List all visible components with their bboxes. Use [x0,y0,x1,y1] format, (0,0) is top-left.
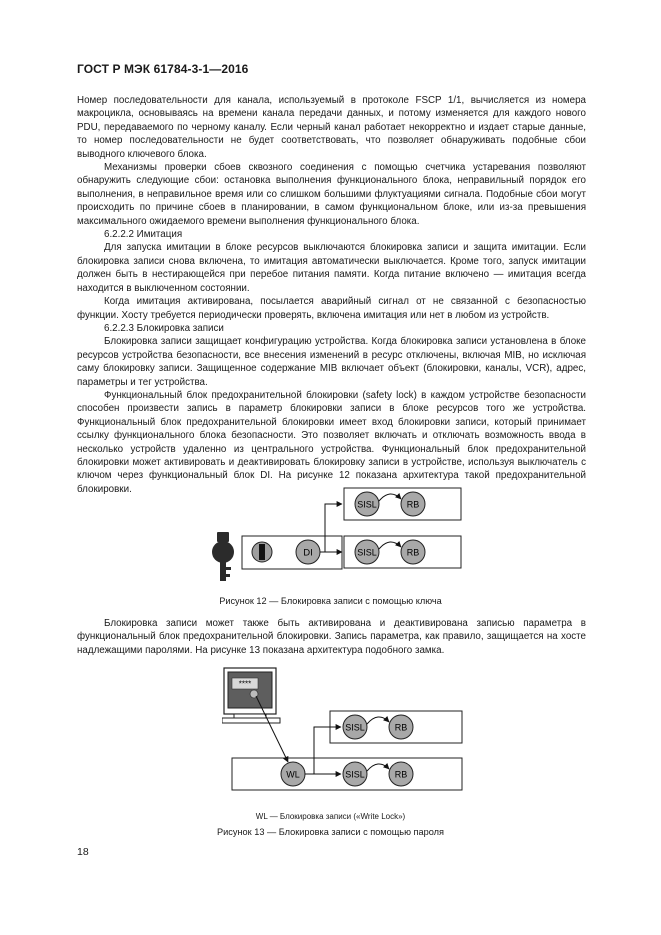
body-text-top [77,94,586,496]
paragraph-simulation-start: Для запуска имитации в блоке ресурсов выключаются блокировка записи и защита имитации. Если блокировка записи снова включена, то имитация автоматически выключается. Кроме того, запуск имитации должен быть в нестирающейся при перебое питания памяти. Когда питание включено — имитация всегда находится в выключенном состоянии. [77,242,586,294]
rb-label-lower: RB [406,547,420,558]
wl-label: WL [286,769,300,780]
paragraph-write-lock: Блокировка записи защищает конфигурацию устройства. Когда блокировка записи установлена в блоке ресурсов устройства безопасности, все внесения изменений в ресурс отключены, включая MIB, но исключая саму блокировку записи. Защищенное содержание MIB включает объект (блокировки, каналы, VCR), адрес, параметры и тег устройства. [77,336,586,388]
password-mask: **** [238,679,252,689]
rb-label-upper: RB [394,722,408,733]
sisl-label-lower: SISL [357,547,377,558]
figure-13-diagram [222,666,472,802]
rb-label-upper: RB [406,499,420,510]
paragraph-password-lock: Блокировка записи может также быть активирована и деактивирована записью параметра в функциональный блок предохранительной блокировки. Запись параметра, как правило, защищается на хосте надлежащими паролями. На рисунке 13 показана архитектура подобного замка. [77,618,586,656]
page-number: 18 [77,846,89,858]
figure-12-caption: Рисунок 12 — Блокировка записи с помощью ключа [219,596,442,606]
key-icon [212,532,234,581]
sisl-label-upper: SISL [357,499,377,510]
key-switch-icon [252,542,272,562]
figure-13-caption: Рисунок 13 — Блокировка записи с помощью пароля [217,827,444,837]
section-heading-simulation: 6.2.2.2 Имитация [104,229,183,241]
rb-label-lower: RB [394,769,408,780]
sisl-label-upper: SISL [345,722,365,733]
paragraph-sequence-number: Номер последовательности для канала, используемый в протоколе FSCP 1/1, вычисляется из номера макроцикла, основываясь на времени канала передачи данных, и потому изменяется для каждого нового PDU, передаваемого по черному каналу. Если черный канал работает некорректно и издает старые данные, то номер последовательности не будет соответствовать, что позволяет обнаруживать подобные сбои выводного ключевого блока. [77,95,586,160]
figure-12-diagram [200,484,490,584]
figure-13-legend: WL — Блокировка записи («Write Lock») [255,812,406,821]
document-header: ГОСТ Р МЭК 61784-3-1—2016 [77,62,249,76]
sisl-label-lower: SISL [345,769,365,780]
body-text-middle [77,617,586,657]
paragraph-simulation-alarm: Когда имитация активирована, посылается аварийный сигнал от не связанной с безопасностью функции. Хосту требуется периодически проверять, включена имитация или нет в любом из устройств. [77,296,586,321]
paragraph-aging-counter: Механизмы проверки сбоев сквозного соединения с помощью счетчика устаревания позволяют обнаружить следующие сбои: остановка выполнения функционального блока, неправильный порядок его выполнения, в неправильное время или со слишком большими флуктуациями сигнала. Подобные сбои могут происходить по причине сбоев в планировании, в самом функциональном блоке, или из-за превышения максимального ожидаемого времени выполнения функционального блока. [77,162,586,227]
section-heading-write-lock: 6.2.2.3 Блокировка записи [104,322,224,334]
di-label: DI [303,547,313,559]
paragraph-safety-lock: Функциональный блок предохранительной блокировки (safety lock) в каждом устройстве безопасности способен произвести запись в параметр блокировки записи в блоке ресурсов того же устройства. Функциональный блок предохранительной блокировки имеет вход блокировки записи, который принимает ссылку функционального блока безопасности. Это позволяет включать и отключать возможность ввода в несколько устройств удаленно из центрального устройства. Функциональный блок предохранительной блокировки может активировать и деактивировать блокировку записи в устройстве, используя выключатель с ключом через функциональный блок DI. На рисунке 12 показана архитектура такой предохранительной блокировки. [77,389,586,495]
